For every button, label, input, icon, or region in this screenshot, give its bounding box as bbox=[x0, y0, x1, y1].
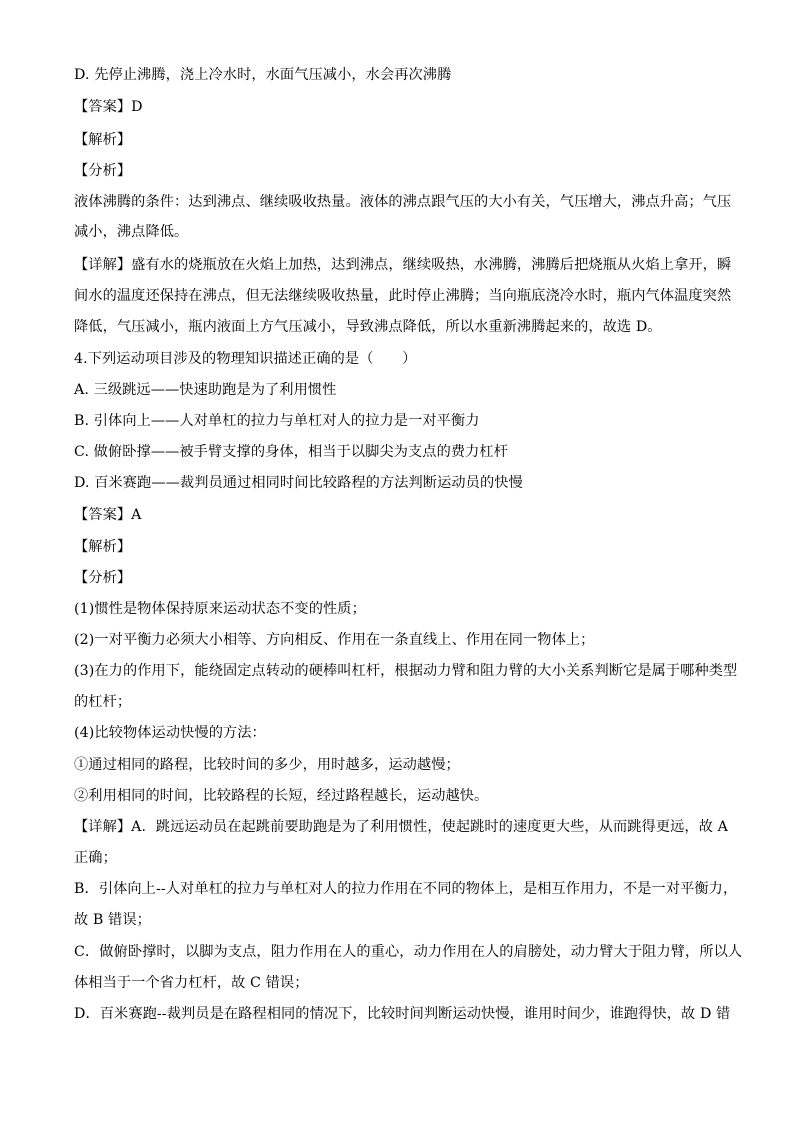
option-c-q4: C. 做俯卧撑——被手臂支撑的身体，相当于以脚尖为支点的费力杠杆 bbox=[74, 444, 509, 460]
analysis-point-4: (4)比较物体运动快慢的方法： bbox=[74, 725, 266, 741]
detail-b-line: 故 B 错误； bbox=[74, 912, 151, 928]
detail-text-line: 间水的温度还保持在沸点，但无法继续吸收热量，此时停止沸腾；当向瓶底浇冷水时，瓶内气体温度突然 bbox=[74, 288, 732, 304]
detail-b-line: B．引体向上--人对单杠的拉力与单杠对人的拉力作用在不同的物体上，是相互作用力，不是一对平衡力， bbox=[74, 881, 738, 897]
detail-text-line: 降低，气压减小，瓶内液面上方气压减小，导致沸点降低，所以水重新沸腾起来的，故选 D。 bbox=[74, 319, 662, 335]
option-b-q4: B. 引体向上——人对单杠的拉力与单杠对人的拉力是一对平衡力 bbox=[74, 413, 480, 429]
analysis-point-1: (1)惯性是物体保持原来运动状态不变的性质； bbox=[74, 601, 366, 617]
explanation-label-q4: 【解析】 bbox=[74, 539, 132, 555]
explanation-label-q3: 【解析】 bbox=[74, 132, 132, 148]
analysis-subpoint-1: ①通过相同的路程，比较时间的多少，用时越多，运动越慢； bbox=[74, 757, 460, 773]
analysis-point-3-cont: 的杠杆； bbox=[74, 694, 132, 710]
detail-a-line: 【详解】A．跳远运动员在起跳前要助跑是为了利用惯性，使起跳时的速度更大些，从而跳得更远，故 A bbox=[74, 819, 728, 835]
analysis-subpoint-2: ②利用相同的时间，比较路程的长短，经过路程越长，运动越快。 bbox=[74, 788, 489, 804]
answer-label-q3: 【答案】D bbox=[74, 99, 143, 115]
analysis-label-q4: 【分析】 bbox=[74, 570, 132, 586]
option-d-q4: D. 百米赛跑——裁判员通过相同时间比较路程的方法判断运动员的快慢 bbox=[74, 475, 523, 491]
analysis-text-line: 减小，沸点降低。 bbox=[74, 224, 189, 240]
analysis-point-2: (2)一对平衡力必须大小相等、方向相反、作用在一条直线上、作用在同一物体上； bbox=[74, 632, 595, 648]
detail-c-line: 体相当于一个省力杠杆，故 C 错误； bbox=[74, 975, 309, 991]
detail-c-line: C．做俯卧撑时，以脚为支点，阻力作用在人的重心，动力作用在人的肩膀处，动力臂大于阻力臂，所以人 bbox=[74, 944, 743, 960]
detail-text-line: 【详解】盛有水的烧瓶放在火焰上加热，达到沸点，继续吸热，水沸腾，沸腾后把烧瓶从火焰上拿开，瞬 bbox=[74, 257, 732, 273]
detail-d-line: D．百米赛跑--裁判员是在路程相同的情况下，比较时间判断运动快慢，谁用时间少，谁跑得快，故 D 错 bbox=[74, 1006, 731, 1022]
option-a-q4: A. 三级跳远——快速助跑是为了利用惯性 bbox=[74, 382, 337, 398]
question-4-stem: 4.下列运动项目涉及的物理知识描述正确的是（ ） bbox=[74, 351, 417, 367]
analysis-label-q3: 【分析】 bbox=[74, 163, 132, 179]
detail-a-line: 正确； bbox=[74, 850, 117, 866]
answer-label-q4: 【答案】A bbox=[74, 507, 142, 523]
analysis-point-3: (3)在力的作用下，能绕固定点转动的硬棒叫杠杆，根据动力臂和阻力臂的大小关系判断它是属于哪种类型 bbox=[74, 663, 738, 679]
analysis-text-line: 液体沸腾的条件：达到沸点、继续吸收热量。液体的沸点跟气压的大小有关，气压增大，沸点升高；气压 bbox=[74, 194, 732, 210]
option-d-q3: D. 先停止沸腾，浇上冷水时，水面气压减小，水会再次沸腾 bbox=[74, 67, 452, 83]
